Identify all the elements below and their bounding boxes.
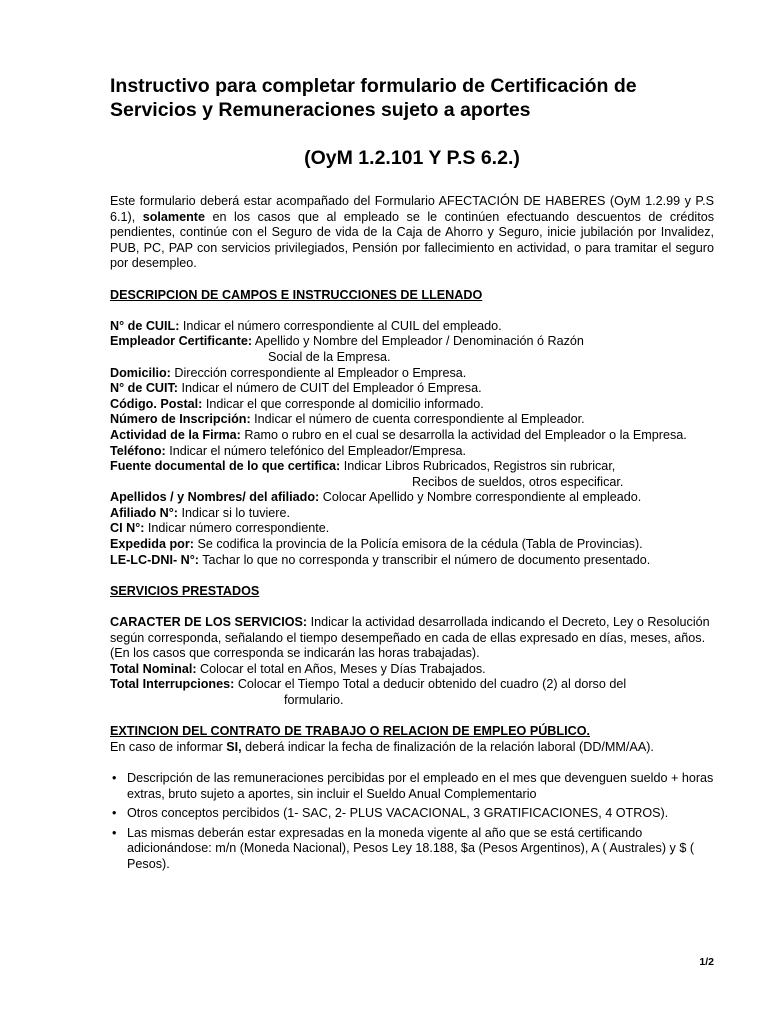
service-item-label: CARACTER DE LOS SERVICIOS:	[110, 615, 308, 630]
field-item-text: Dirección correspondiente al Empleador o Empresa.	[174, 365, 467, 380]
field-item-label: Expedida por:	[110, 537, 194, 552]
field-item-label: Actividad de la Firma:	[110, 427, 241, 442]
field-item	[110, 428, 714, 444]
service-item-text: Colocar el Tiempo Total a deducir obtenido del cuadro (2) al dorso del	[237, 677, 627, 692]
extincion-bold: SI,	[226, 739, 242, 754]
field-item-text: Indicar el número telefónico del Empleador/Empresa.	[169, 443, 467, 458]
field-item-label: Empleador Certificante:	[110, 334, 253, 349]
extincion-paragraph	[110, 740, 714, 756]
field-item	[110, 381, 714, 397]
field-item	[110, 334, 714, 365]
service-item	[110, 662, 714, 678]
field-item-label: N° de CUIT:	[110, 381, 179, 396]
service-item-label: Total Interrupciones:	[110, 677, 235, 692]
service-item-text: Indicar la actividad desarrollada indicando el Decreto, Ley o Resolución según corresponda, señalando el tiempo desempeñado en cada de ellas expresado en días, meses, años. (En los casos que corresponda se indicarán las horas trabajadas).	[110, 615, 710, 661]
extincion-text-2: deberá indicar la fecha de finalización de la relación laboral (DD/MM/AA).	[245, 739, 654, 754]
field-item-text: Indicar si lo tuviere.	[181, 505, 290, 520]
bullet-item	[110, 806, 714, 822]
field-item	[110, 319, 714, 335]
field-list	[110, 319, 714, 569]
field-item-label: Teléfono:	[110, 443, 166, 458]
bullet-icon: •	[112, 770, 117, 785]
bullet-item	[110, 771, 714, 802]
service-item	[110, 615, 714, 662]
field-item	[110, 412, 714, 428]
page-number: 1/2	[699, 956, 714, 968]
field-item-label: N° de CUIL:	[110, 318, 180, 333]
field-item-label: Apellidos / y Nombres/ del afiliado:	[110, 490, 320, 505]
field-item-continuation: Recibos de sueldos, otros especificar.	[412, 474, 624, 489]
field-item	[110, 537, 714, 553]
intro-text-2: en los casos que al empleado se le continúen efectuando descuentos de créditos pendientes, continúe con el Seguro de vida de la Caja de Ahorro y Seguro, inicie jubilación por Invalidez, PUB, PC, PAP con servicios privilegiados, Pensión por fallecimiento en actividad, o para tramitar el seguro por desempleo.	[110, 209, 715, 271]
field-item-text: Indicar el número de CUIT del Empleador ó Empresa.	[181, 381, 482, 396]
field-item	[110, 444, 714, 460]
service-item	[110, 677, 714, 708]
field-item-text: Se codifica la provincia de la Policía emisora de la cédula (Tabla de Provincias).	[197, 537, 643, 552]
field-item	[110, 397, 714, 413]
service-item-text: Colocar el total en Años, Meses y Días Trabajados.	[200, 661, 486, 676]
services-list	[110, 615, 714, 709]
field-item-text: Indicar número correspondiente.	[147, 521, 330, 536]
field-item-text: Indicar el que corresponde al domicilio informado.	[205, 396, 484, 411]
intro-paragraph	[110, 194, 714, 272]
field-item-text: Indicar Libros Rubricados, Registros sin rubricar,	[343, 459, 616, 474]
section-heading-servicios: SERVICIOS PRESTADOS	[110, 583, 260, 598]
bullet-item	[110, 826, 714, 873]
extincion-text-1: En caso de informar	[110, 739, 223, 754]
field-item-text: Indicar el número correspondiente al CUIL del empleado.	[182, 318, 502, 333]
field-item	[110, 490, 714, 506]
field-item-label: Fuente documental de lo que certifica:	[110, 459, 341, 474]
bullet-list	[110, 771, 714, 873]
field-item-continuation: Social de la Empresa.	[268, 349, 391, 364]
field-item-label: Afiliado N°:	[110, 505, 178, 520]
intro-text-1: Este formulario deberá estar acompañado del Formulario AFECTACIÓN DE HABERES (OyM 1.2.99 y P.S 6.1),	[110, 194, 714, 224]
extincion-heading-text: EXTINCION DEL CONTRATO DE TRABAJO O RELACION DE EMPLEO PÚBLICO.	[110, 724, 590, 739]
intro-bold: solamente	[142, 209, 205, 224]
field-item-text: Colocar Apellido y Nombre correspondiente al empleado.	[322, 490, 642, 505]
field-item	[110, 506, 714, 522]
section-heading-campos: DESCRIPCION DE CAMPOS E INSTRUCCIONES DE LLENADO	[110, 287, 483, 302]
document-page	[110, 74, 714, 877]
service-item-label: Total Nominal:	[110, 661, 197, 676]
document-title: Instructivo para completar formulario de Certificación de Servicios y Remuneraciones sujeto a aportes	[110, 75, 637, 121]
section-heading-extincion	[110, 724, 714, 740]
field-item-label: Domicilio:	[110, 365, 171, 380]
document-subtitle: (OyM 1.2.101 Y P.S 6.2.)	[304, 147, 520, 169]
service-item-continuation: formulario.	[284, 693, 344, 707]
bullet-text: Descripción de las remuneraciones percibidas por el empleado en el mes que devenguen sueldo + horas extras, bruto sujeto a aportes, sin incluir el Sueldo Anual Complementario	[127, 770, 714, 801]
field-item-label: Número de Inscripción:	[110, 412, 251, 427]
field-item-text: Tachar lo que no corresponda y transcribir el número de documento presentado.	[202, 552, 651, 567]
field-item-label: CI N°:	[110, 521, 145, 536]
bullet-text: Otros conceptos percibidos (1- SAC, 2- PLUS VACACIONAL, 3 GRATIFICACIONES, 4 OTROS).	[127, 806, 669, 821]
field-item-text: Apellido y Nombre del Empleador / Denominación ó Razón	[254, 334, 584, 349]
field-item-text: Indicar el número de cuenta correspondiente al Empleador.	[254, 412, 585, 427]
field-item	[110, 521, 714, 537]
bullet-icon: •	[112, 825, 117, 840]
bullet-icon: •	[112, 806, 117, 821]
field-item-label: LE-LC-DNI- N°:	[110, 552, 199, 567]
field-item-text: Ramo o rubro en el cual se desarrolla la actividad del Empleador o la Empresa.	[244, 427, 687, 442]
field-item-label: Código. Postal:	[110, 396, 203, 411]
field-item	[110, 459, 714, 490]
bullet-text: Las mismas deberán estar expresadas en la moneda vigente al año que se está certificando adicionándose: m/n (Moneda Nacional), Pesos Ley 18.188, $a (Pesos Argentinos), A ( Australes) y $ ( Pesos).	[127, 825, 695, 871]
field-item	[110, 553, 714, 569]
field-item	[110, 366, 714, 382]
